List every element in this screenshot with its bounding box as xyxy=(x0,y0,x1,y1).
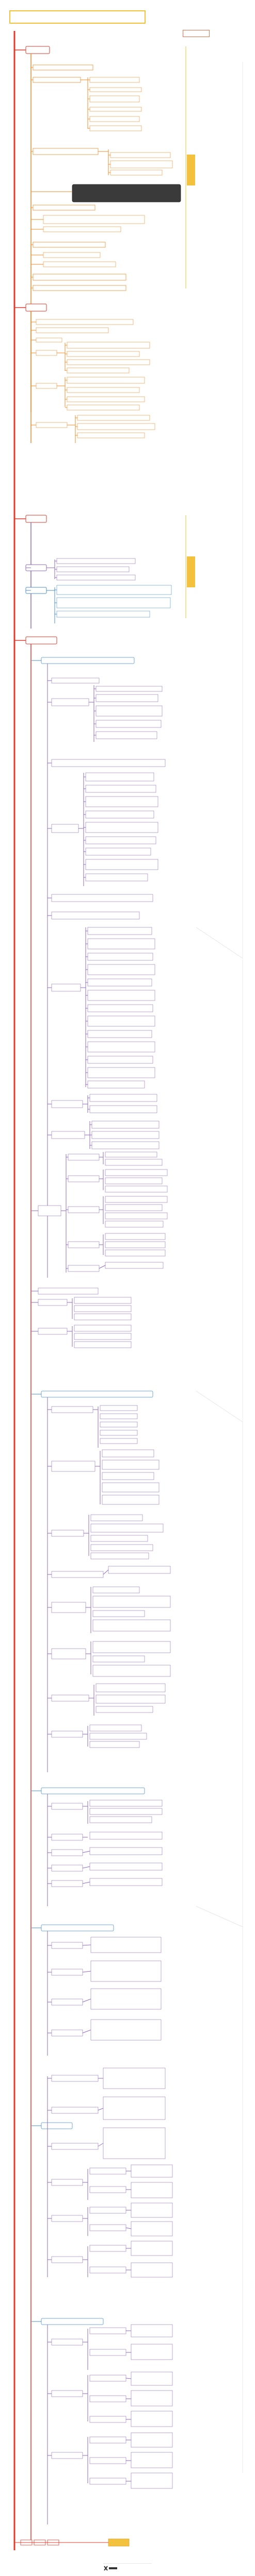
highlight-note xyxy=(72,184,181,202)
xmind-logo-icon xyxy=(103,2565,119,2571)
sub-node xyxy=(33,65,93,70)
sub-node xyxy=(33,148,98,155)
section-requirements xyxy=(14,515,195,629)
sub-node xyxy=(33,77,81,82)
section-situation xyxy=(14,304,155,443)
section-tasks xyxy=(14,637,172,2546)
side-label xyxy=(187,155,195,185)
branch-node xyxy=(26,46,50,54)
footer xyxy=(103,2563,152,2571)
